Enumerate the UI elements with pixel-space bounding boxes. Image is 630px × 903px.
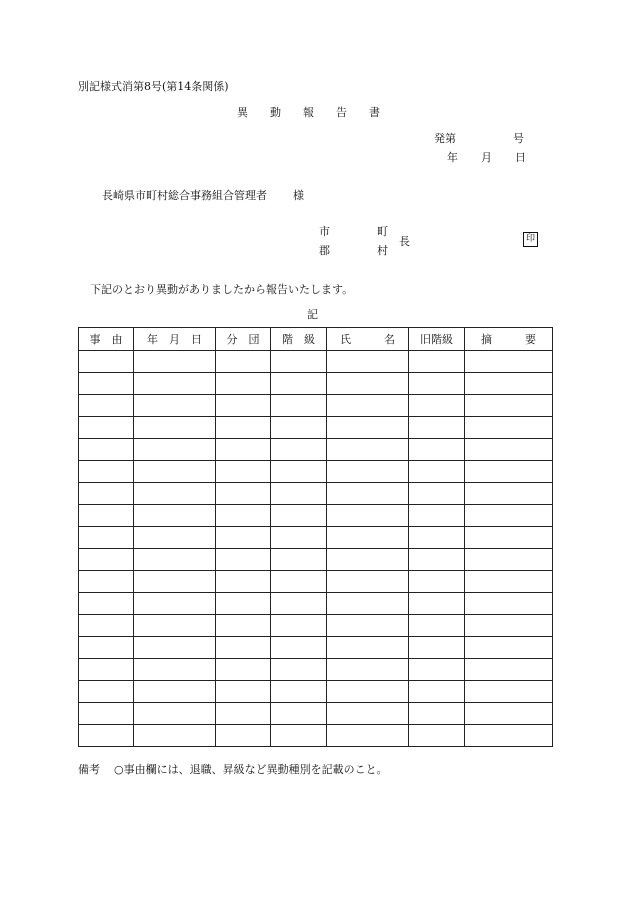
ki-heading: 記 (307, 308, 318, 321)
issue-number-suffix: 号 (513, 132, 524, 145)
table-cell[interactable] (79, 593, 134, 615)
table-cell[interactable] (271, 571, 327, 593)
table-cell[interactable] (216, 681, 271, 703)
table-cell[interactable] (134, 681, 216, 703)
table-row (79, 395, 553, 417)
table-cell[interactable] (216, 725, 271, 747)
table-cell[interactable] (79, 571, 134, 593)
table-cell[interactable] (134, 505, 216, 527)
header-rank: 階 級 (271, 328, 327, 351)
table-cell[interactable] (216, 373, 271, 395)
table-cell[interactable] (327, 593, 409, 615)
table-cell[interactable] (327, 659, 409, 681)
header-reason: 事 由 (79, 328, 134, 351)
table-cell[interactable] (216, 659, 271, 681)
table-cell[interactable] (409, 615, 465, 637)
table-cell[interactable] (465, 505, 553, 527)
table-cell[interactable] (327, 505, 409, 527)
table-row (79, 615, 553, 637)
table-cell[interactable] (409, 527, 465, 549)
table-cell[interactable] (134, 417, 216, 439)
table-cell[interactable] (79, 373, 134, 395)
table-row (79, 461, 553, 483)
table-cell[interactable] (327, 483, 409, 505)
table-cell[interactable] (465, 439, 553, 461)
table-cell[interactable] (79, 351, 134, 373)
table-cell[interactable] (271, 659, 327, 681)
table-cell[interactable] (465, 637, 553, 659)
table-cell[interactable] (271, 351, 327, 373)
table-cell[interactable] (134, 615, 216, 637)
table-cell[interactable] (79, 461, 134, 483)
table-cell[interactable] (465, 681, 553, 703)
table-cell[interactable] (327, 351, 409, 373)
table-cell[interactable] (134, 725, 216, 747)
table-cell[interactable] (134, 351, 216, 373)
table-cell[interactable] (79, 505, 134, 527)
table-cell[interactable] (79, 549, 134, 571)
table-cell[interactable] (271, 549, 327, 571)
table-cell[interactable] (409, 637, 465, 659)
note-label: 備考 (78, 763, 100, 776)
table-cell[interactable] (271, 593, 327, 615)
header-former-rank: 旧階級 (409, 328, 465, 351)
table-cell[interactable] (271, 395, 327, 417)
table-cell[interactable] (216, 593, 271, 615)
seal-mark: 印 (523, 232, 538, 247)
table-row (79, 417, 553, 439)
table-row (79, 571, 553, 593)
table-cell[interactable] (134, 703, 216, 725)
table-cell[interactable] (134, 659, 216, 681)
table-row (79, 703, 553, 725)
table-cell[interactable] (134, 549, 216, 571)
table-cell[interactable] (79, 395, 134, 417)
table-cell[interactable] (79, 637, 134, 659)
table-cell[interactable] (465, 395, 553, 417)
table-cell[interactable] (465, 725, 553, 747)
table-cell[interactable] (409, 703, 465, 725)
table-row (79, 681, 553, 703)
table-cell[interactable] (79, 439, 134, 461)
table-cell[interactable] (465, 593, 553, 615)
note-text: ○事由欄には、退職、昇級など異動種別を記載のこと。 (114, 763, 388, 776)
table-cell[interactable] (216, 549, 271, 571)
table-cell[interactable] (409, 461, 465, 483)
table-cell[interactable] (409, 549, 465, 571)
table-cell[interactable] (327, 373, 409, 395)
table-cell[interactable] (465, 417, 553, 439)
table-cell[interactable] (216, 571, 271, 593)
table-cell[interactable] (327, 439, 409, 461)
table-cell[interactable] (271, 505, 327, 527)
table-cell[interactable] (134, 439, 216, 461)
form-id: 別記様式消第8号(第14条関係) (78, 80, 229, 93)
table-cell[interactable] (271, 681, 327, 703)
title-char: 動 (270, 106, 281, 119)
table-cell[interactable] (409, 395, 465, 417)
table-cell[interactable] (134, 461, 216, 483)
issue-date (447, 152, 526, 163)
table-row (79, 351, 553, 373)
table-cell[interactable] (271, 461, 327, 483)
table-cell[interactable] (271, 439, 327, 461)
title-char: 異 (237, 106, 248, 119)
table-cell[interactable] (271, 725, 327, 747)
table-cell[interactable] (134, 373, 216, 395)
sender-city: 市 (319, 225, 330, 238)
table-cell[interactable] (79, 527, 134, 549)
table-cell[interactable] (79, 483, 134, 505)
table-cell[interactable] (465, 549, 553, 571)
table-cell[interactable] (271, 703, 327, 725)
table-cell[interactable] (327, 527, 409, 549)
table-cell[interactable] (271, 373, 327, 395)
table-row (79, 659, 553, 681)
table-cell[interactable] (327, 725, 409, 747)
addressee-name: 長崎県市町村総合事務組合管理者 (102, 189, 267, 202)
date-year: 年 (447, 151, 458, 164)
title-char: 報 (303, 106, 314, 119)
table-cell[interactable] (216, 417, 271, 439)
table-cell[interactable] (465, 527, 553, 549)
table-cell[interactable] (134, 571, 216, 593)
table-cell[interactable] (271, 483, 327, 505)
table-row (79, 549, 553, 571)
header-remarks: 摘 要 (465, 328, 553, 351)
table-cell[interactable] (409, 571, 465, 593)
table-cell[interactable] (271, 417, 327, 439)
table-cell[interactable] (134, 527, 216, 549)
table-cell[interactable] (327, 615, 409, 637)
table-cell[interactable] (327, 461, 409, 483)
table-cell[interactable] (216, 703, 271, 725)
table-row (79, 527, 553, 549)
table-cell[interactable] (216, 461, 271, 483)
table-header-row (79, 328, 553, 351)
table-cell[interactable] (327, 637, 409, 659)
header-date: 年 月 日 (134, 328, 216, 351)
table-cell[interactable] (79, 417, 134, 439)
table-row (79, 637, 553, 659)
table-cell[interactable] (409, 593, 465, 615)
date-day: 日 (515, 151, 526, 164)
table-cell[interactable] (216, 637, 271, 659)
table-cell[interactable] (216, 527, 271, 549)
table-cell[interactable] (79, 659, 134, 681)
table-cell[interactable] (409, 351, 465, 373)
table-cell[interactable] (216, 351, 271, 373)
table-cell[interactable] (134, 395, 216, 417)
table-cell[interactable] (327, 549, 409, 571)
table-cell[interactable] (216, 395, 271, 417)
table-cell[interactable] (216, 483, 271, 505)
table-cell[interactable] (134, 593, 216, 615)
table-row (79, 439, 553, 461)
remarks-note (78, 764, 388, 775)
table-cell[interactable] (465, 615, 553, 637)
table-cell[interactable] (465, 351, 553, 373)
table-cell[interactable] (327, 681, 409, 703)
transfer-table (78, 327, 553, 747)
header-name: 氏 名 (327, 328, 409, 351)
table-cell[interactable] (134, 483, 216, 505)
intro-text: 下記のとおり異動がありましたから報告いたします。 (90, 283, 354, 296)
table-row (79, 725, 553, 747)
table-cell[interactable] (216, 439, 271, 461)
table-cell[interactable] (409, 373, 465, 395)
table-cell[interactable] (465, 461, 553, 483)
sender-head: 長 (399, 235, 410, 248)
sender-village: 村 (377, 244, 388, 257)
table-cell[interactable] (134, 637, 216, 659)
table-cell[interactable] (79, 725, 134, 747)
title-char: 書 (369, 106, 380, 119)
table-cell[interactable] (271, 615, 327, 637)
table-cell[interactable] (79, 703, 134, 725)
table-cell[interactable] (409, 417, 465, 439)
table-cell[interactable] (465, 659, 553, 681)
table-cell[interactable] (409, 659, 465, 681)
table-row (79, 373, 553, 395)
table-cell[interactable] (409, 681, 465, 703)
header-unit: 分 団 (216, 328, 271, 351)
table-cell[interactable] (465, 483, 553, 505)
table-cell[interactable] (327, 417, 409, 439)
table-row (79, 593, 553, 615)
table-cell[interactable] (409, 439, 465, 461)
table-row (79, 483, 553, 505)
table-cell[interactable] (409, 725, 465, 747)
table-cell[interactable] (216, 505, 271, 527)
addressee-honorific: 様 (293, 189, 304, 202)
issue-number (434, 133, 524, 144)
sender-town: 町 (377, 225, 388, 238)
table-cell[interactable] (271, 527, 327, 549)
table-cell[interactable] (465, 373, 553, 395)
table-cell[interactable] (79, 615, 134, 637)
table-cell[interactable] (409, 483, 465, 505)
date-month: 月 (481, 151, 492, 164)
table-row (79, 505, 553, 527)
table-cell[interactable] (79, 681, 134, 703)
table-cell[interactable] (327, 703, 409, 725)
table-cell[interactable] (327, 395, 409, 417)
table-cell[interactable] (465, 703, 553, 725)
table-cell[interactable] (327, 571, 409, 593)
title-char: 告 (336, 106, 347, 119)
table-cell[interactable] (271, 637, 327, 659)
addressee (102, 190, 304, 201)
sender-county: 郡 (319, 244, 330, 257)
issue-number-label: 発第 (434, 132, 456, 145)
table-cell[interactable] (409, 505, 465, 527)
document-title (237, 107, 402, 118)
table-cell[interactable] (216, 615, 271, 637)
table-cell[interactable] (465, 571, 553, 593)
